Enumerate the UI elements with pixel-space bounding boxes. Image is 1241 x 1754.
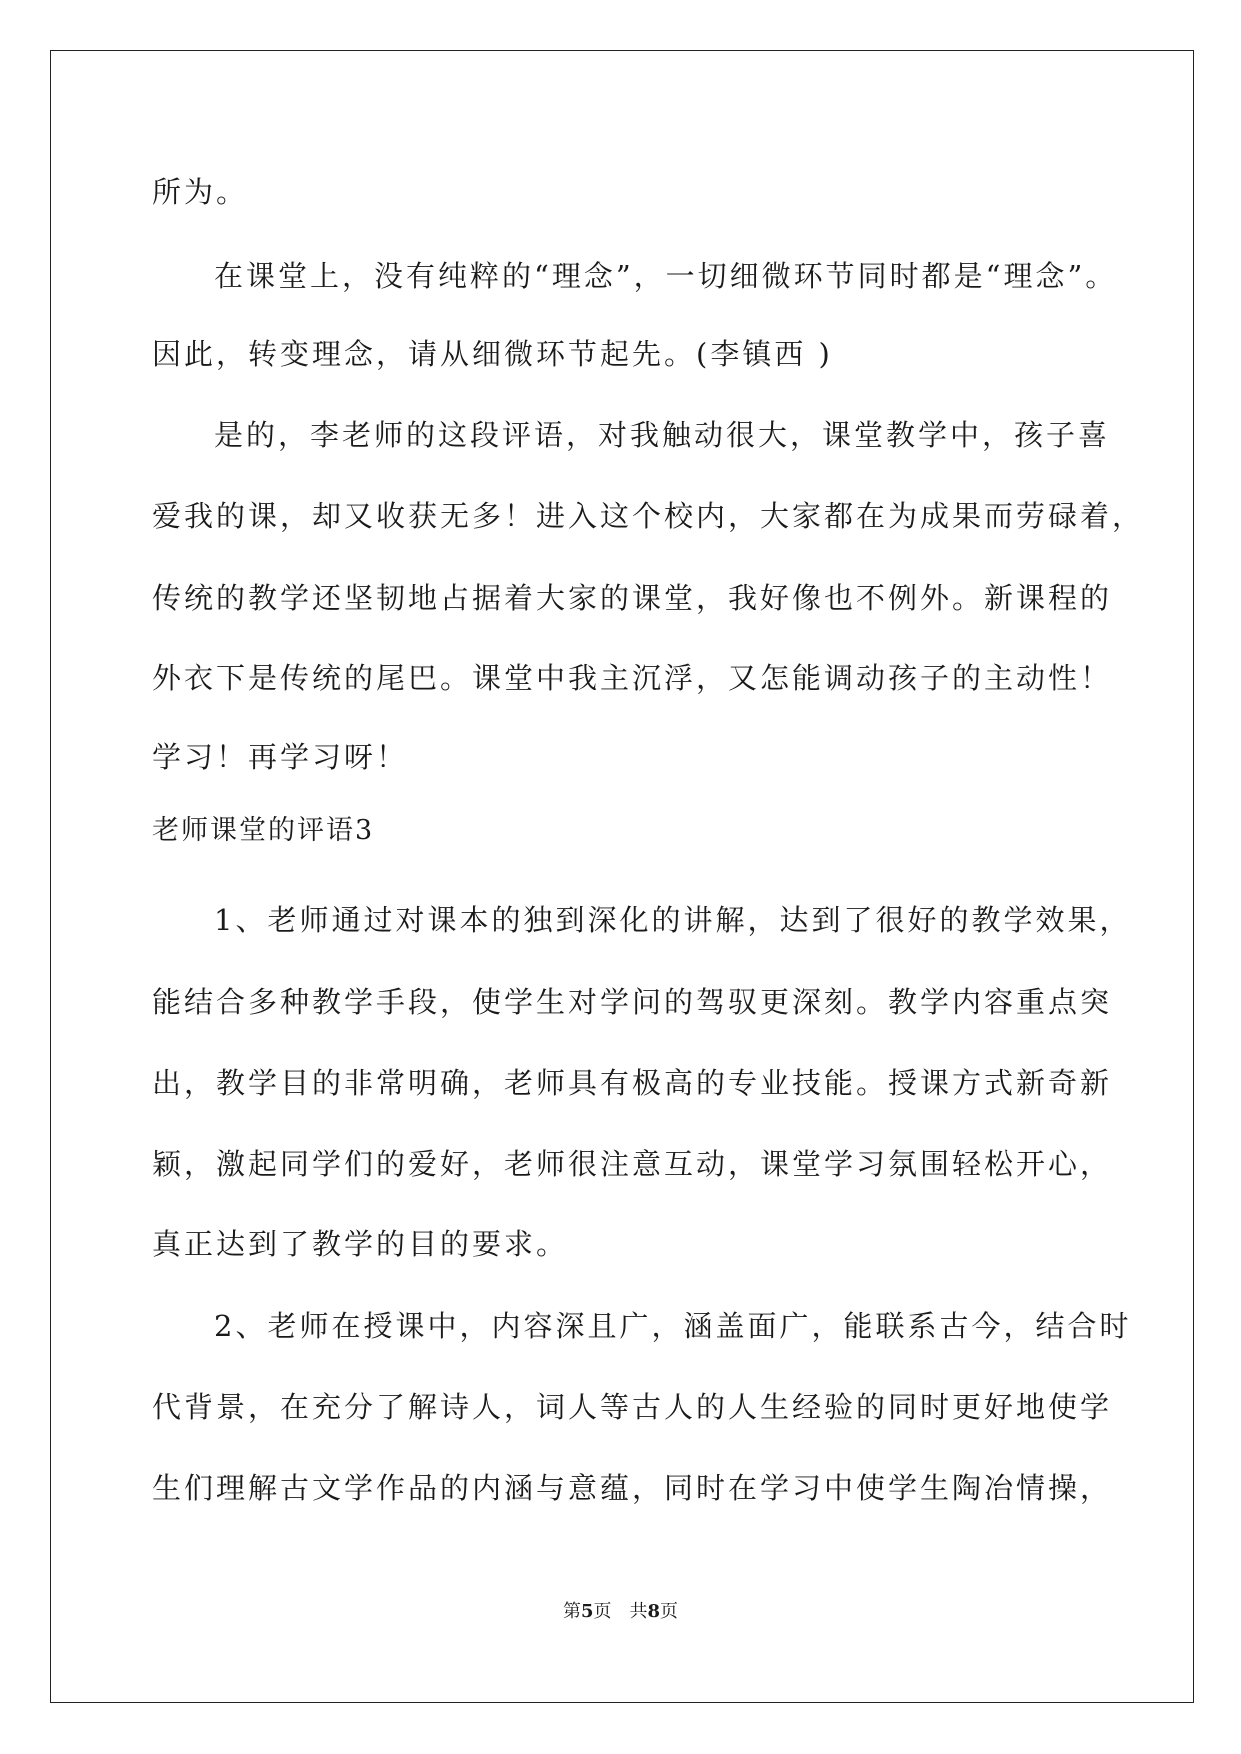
section-heading: 老师课堂的评语3	[152, 815, 375, 846]
footer-suffix: 页	[660, 1601, 679, 1622]
text-line: 颖，激起同学们的爱好，老师很注意互动，课堂学习氛围轻松开心，	[152, 1147, 1113, 1181]
text-line: 2、老师在授课中，内容深且广，涵盖面广，能联系古今，结合时	[214, 1309, 1132, 1343]
text-line: 外衣下是传统的尾巴。课堂中我主沉浮，又怎能调动孩子的主动性！	[152, 661, 1113, 695]
text-line: 真正达到了教学的目的要求。	[152, 1227, 569, 1261]
text-line: 出，教学目的非常明确，老师具有极高的专业技能。授课方式新奇新	[152, 1066, 1113, 1100]
text-line: 在课堂上，没有纯粹的“理念”，一切细微环节同时都是“理念”。	[214, 259, 1118, 293]
text-line: 因此，转变理念，请从细微环节起先。(李镇西 )	[152, 337, 833, 371]
footer-prefix: 第	[562, 1601, 581, 1622]
text-line: 学习！再学习呀！	[152, 740, 409, 774]
page-border	[50, 50, 1194, 1703]
text-line: 1、老师通过对课本的独到深化的讲解，达到了很好的教学效果，	[214, 903, 1132, 937]
text-line: 传统的教学还坚韧地占据着大家的课堂，我好像也不例外。新课程的	[152, 581, 1113, 615]
text-line: 代背景，在充分了解诗人，词人等古人的人生经验的同时更好地使学	[152, 1390, 1113, 1424]
current-page-number: 5	[580, 1601, 594, 1622]
footer-middle: 页 共	[593, 1601, 648, 1622]
page-footer	[0, 1600, 1241, 1624]
text-line: 能结合多种教学手段，使学生对学问的驾驭更深刻。教学内容重点突	[152, 985, 1113, 1019]
text-line: 爱我的课，却又收获无多！进入这个校内，大家都在为成果而劳碌着，	[152, 499, 1145, 533]
text-line: 生们理解古文学作品的内涵与意蕴，同时在学习中使学生陶冶情操，	[152, 1471, 1113, 1505]
total-page-number: 8	[647, 1601, 661, 1622]
text-line: 所为。	[152, 175, 249, 209]
text-line: 是的，李老师的这段评语，对我触动很大，课堂教学中，孩子喜	[214, 418, 1111, 452]
